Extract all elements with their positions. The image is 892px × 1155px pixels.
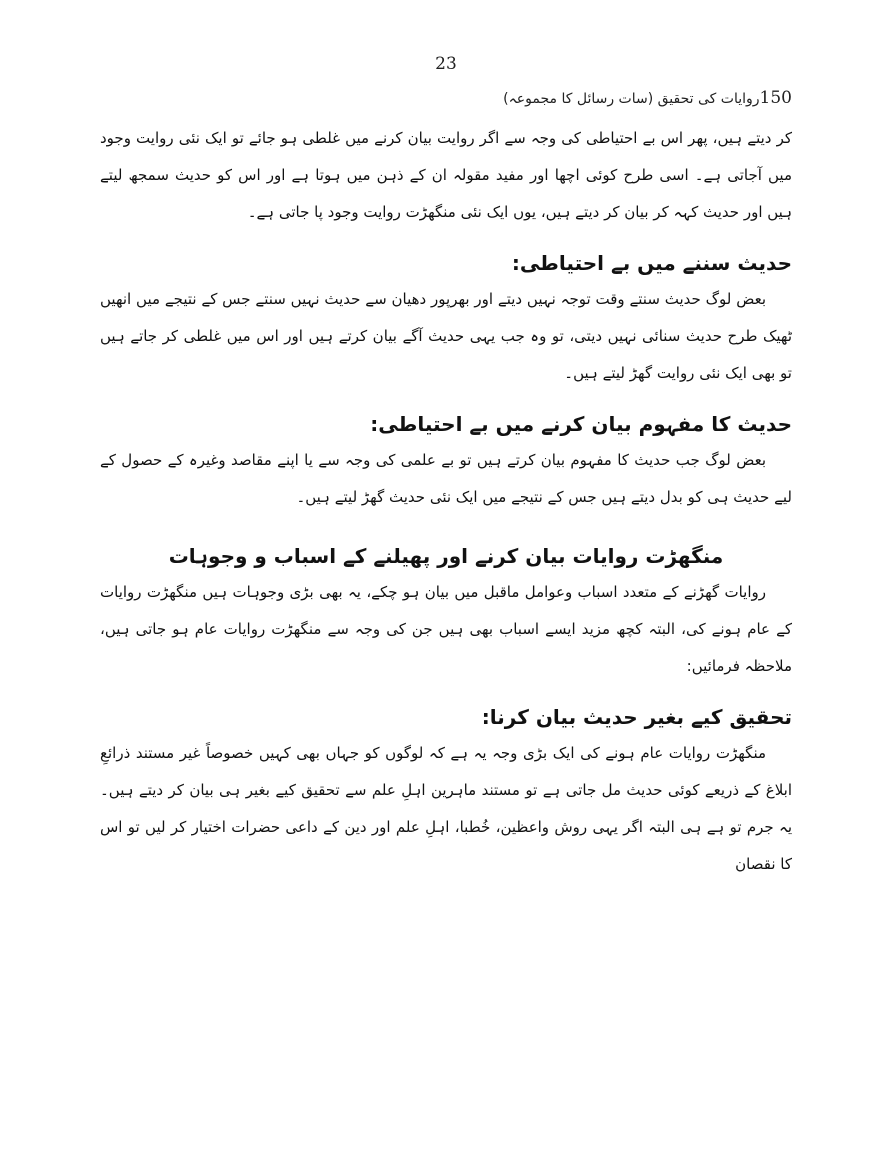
paragraph-causes-fabricated-narrations: روایات گھڑنے کے متعدد اسباب وعوامل ماقبل میں بیان ہو چکے، یہ بھی بڑی وجوہات ہیں منگھڑت روایات کے عام ہونے کی، البتہ کچھ مزید ایسے اسباب بھی ہیں جن کی وجہ سے منگھڑت روایات عام ہو جاتی ہیں، ملاحظہ فرمائیں:: [100, 583, 792, 675]
heading-narrating-without-research: تحقیق کیے بغیر حدیث بیان کرنا:: [481, 705, 792, 729]
page-body: [100, 120, 792, 883]
heading-causes-fabricated-narrations: منگھڑت روایات بیان کرنے اور پھیلنے کے اسباب و وجوہات: [168, 544, 724, 568]
running-header: [272, 88, 792, 108]
paragraph-meaning-carelessness: بعض لوگ جب حدیث کا مفہوم بیان کرتے ہیں تو بے علمی کی وجہ سے یا اپنے مقاصد وغیرہ کے حصول کے لیے حدیث ہی کو بدل دیتے ہیں جس کے نتیجے میں ایک نئی حدیث گھڑ لیتے ہیں۔: [100, 451, 792, 506]
page-number: 23: [435, 54, 457, 74]
paragraph-listening-carelessness: بعض لوگ حدیث سنتے وقت توجہ نہیں دیتے اور بھرپور دھیان سے حدیث نہیں سنتے جس کے نتیجے میں انھیں ٹھیک طرح حدیث سنائی نہیں دیتی، تو وہ جب یہی حدیث آگے بیان کرتے ہیں اور اس میں غلطی کر جاتے ہیں تو بھی ایک نئی روایت گھڑ لیتے ہیں۔: [100, 290, 792, 382]
paragraph-narrating-without-research: منگھڑت روایات عام ہونے کی ایک بڑی وجہ یہ ہے کہ لوگوں کو جہاں بھی کہیں خصوصاً غیر مستند ذرائعِ ابلاغ کے ذریعے کوئی حدیث مل جاتی ہے تو مستند ماہرین اہلِ علم سے تحقیق کیے بغیر ہی بیان کر دیتے ہیں۔ یہ جرم تو ہے ہی البتہ اگر یہی روش واعظین، خُطبا، اہلِ علم اور دین کے داعی حضرات اختیار کر لیں تو اس کا نقصان: [100, 744, 792, 873]
intro-paragraph: کر دیتے ہیں، پھر اس بے احتیاطی کی وجہ سے اگر روایت بیان کرنے میں غلطی ہو جائے تو ایک نئی روایت وجود میں آجاتی ہے۔ اسی طرح کوئی اچھا اور مفید مقولہ ان کے ذہن میں ہوتا ہے اور اس کو حدیث سمجھ لیتے ہیں اور حدیث کہہ کر بیان کر دیتے ہیں، یوں ایک نئی منگھڑت روایت وجود پا جاتی ہے۔: [100, 129, 792, 221]
running-header-title: روایات کی تحقیق (سات رسائل کا مجموعہ): [503, 91, 760, 107]
running-header-number: 150: [759, 88, 792, 108]
heading-meaning-carelessness: حدیث کا مفہوم بیان کرنے میں بے احتیاطی:: [370, 412, 792, 436]
heading-listening-carelessness: حدیث سننے میں بے احتیاطی:: [511, 251, 792, 275]
